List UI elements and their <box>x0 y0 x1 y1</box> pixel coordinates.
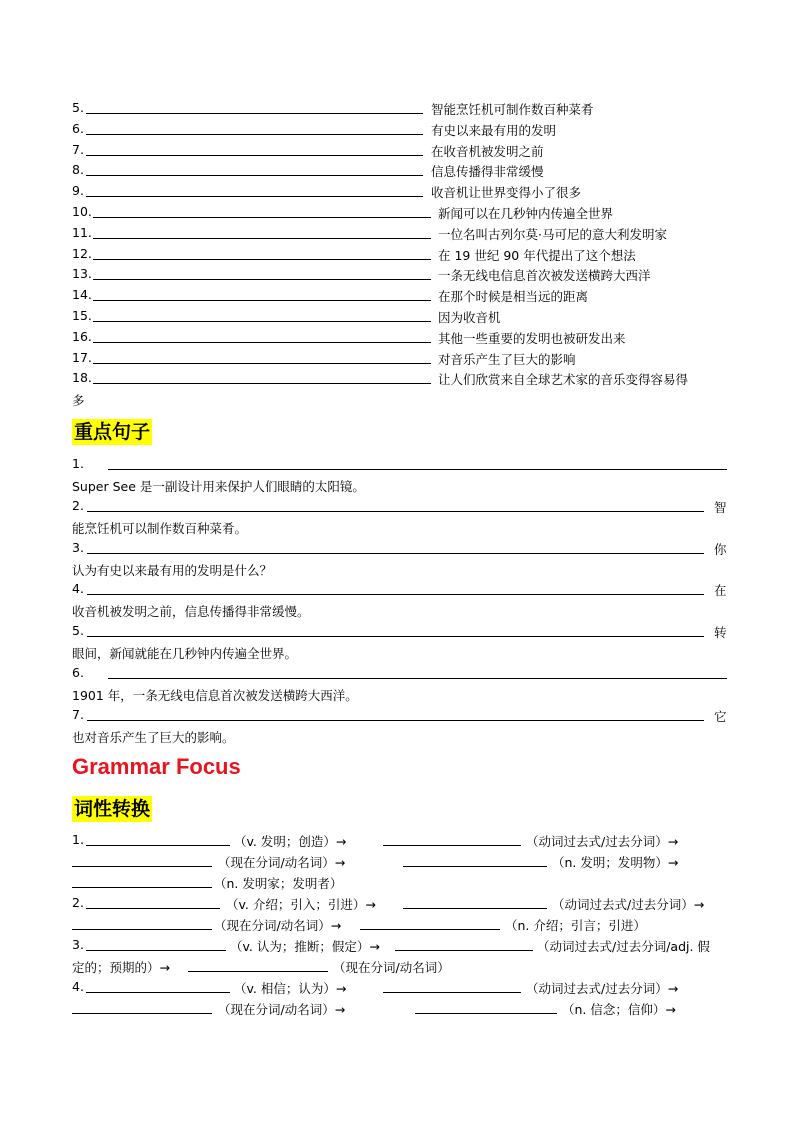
vocab-chinese-text: 因为收音机 <box>438 310 501 325</box>
word-form-label: （n. 发明家；发明者） <box>214 876 343 891</box>
key-sentence-chinese: 也对音乐产生了巨大的影响。 <box>72 729 235 745</box>
key-sentence-blank[interactable] <box>87 623 704 637</box>
word-form-label: （动词过去式/过去分词/adj. 假 <box>537 939 710 954</box>
vocab-number: 18. <box>72 370 92 386</box>
vocab-chinese-text: 让人们欣赏来自全球艺术家的音乐变得容易得 <box>438 372 689 388</box>
vocab-chinese-text: 信息传播得非常缓慢 <box>431 164 544 180</box>
word-form-blank[interactable] <box>383 832 521 846</box>
word-form-label: （n. 信念；信仰）→ <box>562 1002 676 1017</box>
key-sentence-first-char: 智 <box>714 499 727 515</box>
word-form-blank[interactable] <box>86 895 220 909</box>
vocab-chinese-text: 一条无线电信息首次被发送横跨大西洋 <box>438 268 651 284</box>
word-form-blank[interactable] <box>86 979 230 993</box>
vocab-answer-blank[interactable] <box>93 370 431 384</box>
word-form-blank[interactable] <box>72 916 212 930</box>
vocab-number: 12. <box>72 245 92 261</box>
word-form-number: 3. <box>72 937 84 952</box>
vocab-number: 9. <box>72 183 84 199</box>
vocab-chinese-text: 新闻可以在几秒钟内传遍全世界 <box>438 206 614 221</box>
key-sentence-chinese: Super See 是一副设计用来保护人们眼睛的太阳镜。 <box>72 479 365 494</box>
vocab-number: 15. <box>72 308 92 323</box>
key-sentence-number: 5. <box>72 623 84 639</box>
word-form-label: （现在分词/动名词）→ <box>214 918 342 933</box>
vocab-chinese-text: 一位名叫古列尔莫·马可尼的意大利发明家 <box>438 226 667 242</box>
vocab-chinese-text: 其他一些重要的发明也被研发出来 <box>438 330 626 346</box>
word-form-blank[interactable] <box>72 1000 212 1014</box>
vocab-number: 7. <box>72 141 84 157</box>
vocab-wrap-text: 多 <box>72 393 85 408</box>
vocab-number: 17. <box>72 349 92 365</box>
vocab-answer-blank[interactable] <box>93 287 431 301</box>
key-sentence-first-char: 转 <box>714 625 727 641</box>
word-form-label: （n. 发明；发明物）→ <box>552 855 679 870</box>
key-sentence-first-char: 你 <box>714 541 727 557</box>
word-form-label: （现在分词/动名词）→ <box>218 855 346 870</box>
word-form-label: 定的；预期的）→ <box>72 960 170 975</box>
word-form-blank[interactable] <box>403 895 547 909</box>
key-sentence-number: 6. <box>72 665 84 680</box>
key-sentence-number: 7. <box>72 706 84 722</box>
key-sentence-chinese: 认为有史以来最有用的发明是什么？ <box>72 562 273 578</box>
word-form-blank[interactable] <box>360 916 500 930</box>
section-heading-grammar-focus: Grammar Focus <box>72 754 241 779</box>
word-form-label: （v. 相信；认为）→ <box>234 981 347 996</box>
vocab-chinese-text: 智能烹饪机可制作数百种菜肴 <box>431 102 594 117</box>
word-form-number: 4. <box>72 979 84 994</box>
key-sentence-chinese: 收音机被发明之前，信息传播得非常缓慢。 <box>72 604 310 620</box>
word-form-blank[interactable] <box>415 1000 557 1014</box>
vocab-chinese-text: 收音机让世界变得小了很多 <box>431 185 582 201</box>
key-sentence-number: 3. <box>72 539 84 555</box>
word-form-blank[interactable] <box>86 832 230 846</box>
vocab-number: 8. <box>72 162 84 178</box>
key-sentence-chinese: 眼间，新闻就能在几秒钟内传遍全世界。 <box>72 646 298 662</box>
vocab-number: 14. <box>72 287 92 303</box>
vocab-chinese-text: 在那个时候是相当远的距离 <box>438 289 589 305</box>
key-sentence-blank[interactable] <box>87 707 704 721</box>
key-sentence-chinese: 1901 年，一条无线电信息首次被发送横跨大西洋。 <box>72 688 358 703</box>
vocab-answer-blank[interactable] <box>93 225 431 239</box>
word-form-label: （v. 认为；推断；假定）→ <box>230 939 380 954</box>
vocab-answer-blank[interactable] <box>93 350 431 364</box>
key-sentence-first-char: 在 <box>714 583 727 599</box>
vocab-answer-blank[interactable] <box>86 142 423 156</box>
key-sentence-blank[interactable] <box>87 581 704 595</box>
word-form-label: （动词过去式/过去分词）→ <box>526 834 679 849</box>
word-form-number: 1. <box>72 832 84 847</box>
word-form-blank[interactable] <box>383 979 521 993</box>
key-sentence-blank[interactable] <box>87 498 704 512</box>
word-form-label: （动词过去式/过去分词）→ <box>552 897 705 912</box>
vocab-answer-blank[interactable] <box>86 183 423 197</box>
key-sentence-number: 1. <box>72 456 84 471</box>
vocab-number: 11. <box>72 224 92 240</box>
vocab-chinese-text: 对音乐产生了巨大的影响 <box>438 351 576 367</box>
word-form-blank[interactable] <box>403 853 547 867</box>
vocab-chinese-text: 有史以来最有用的发明 <box>431 122 557 138</box>
section-heading-word-forms: 词性转换 <box>74 798 151 820</box>
word-form-label: （v. 介绍；引入；引进）→ <box>226 897 376 912</box>
key-sentence-blank[interactable] <box>108 665 727 679</box>
key-sentence-chinese: 能烹饪机可以制作数百种菜肴。 <box>72 520 248 536</box>
key-sentence-number: 4. <box>72 581 84 597</box>
vocab-number: 16. <box>72 328 92 344</box>
word-form-label: （动词过去式/过去分词）→ <box>526 981 679 996</box>
vocab-answer-blank[interactable] <box>93 308 431 322</box>
vocab-number: 5. <box>72 100 84 115</box>
word-form-label: （v. 发明；创造）→ <box>234 834 347 849</box>
key-sentence-first-char: 它 <box>714 708 727 724</box>
word-form-blank[interactable] <box>86 937 226 951</box>
vocab-number: 13. <box>72 266 92 282</box>
vocab-answer-blank[interactable] <box>93 246 431 260</box>
key-sentence-blank[interactable] <box>87 540 704 554</box>
vocab-answer-blank[interactable] <box>86 100 423 114</box>
word-form-blank[interactable] <box>188 958 328 972</box>
key-sentence-blank[interactable] <box>108 456 727 470</box>
vocab-answer-blank[interactable] <box>86 121 423 135</box>
word-form-label: （现在分词/动名词） <box>333 960 450 975</box>
vocab-chinese-text: 在收音机被发明之前 <box>431 143 544 159</box>
vocab-number: 10. <box>72 204 92 219</box>
vocab-chinese-text: 在 19 世纪 90 年代提出了这个想法 <box>438 247 636 263</box>
vocab-answer-blank[interactable] <box>93 266 431 280</box>
word-form-blank[interactable] <box>72 874 212 888</box>
word-form-label: （n. 介绍；引言；引进） <box>505 918 646 933</box>
key-sentence-number: 2. <box>72 497 84 513</box>
word-form-label: （现在分词/动名词）→ <box>218 1002 346 1017</box>
vocab-number: 6. <box>72 120 84 136</box>
vocab-answer-blank[interactable] <box>93 204 431 218</box>
section-heading-key-sentences: 重点句子 <box>74 421 151 443</box>
vocab-answer-blank[interactable] <box>86 162 423 176</box>
word-form-blank[interactable] <box>72 853 212 867</box>
word-form-blank[interactable] <box>395 937 533 951</box>
word-form-number: 2. <box>72 895 84 910</box>
vocab-answer-blank[interactable] <box>93 329 431 343</box>
